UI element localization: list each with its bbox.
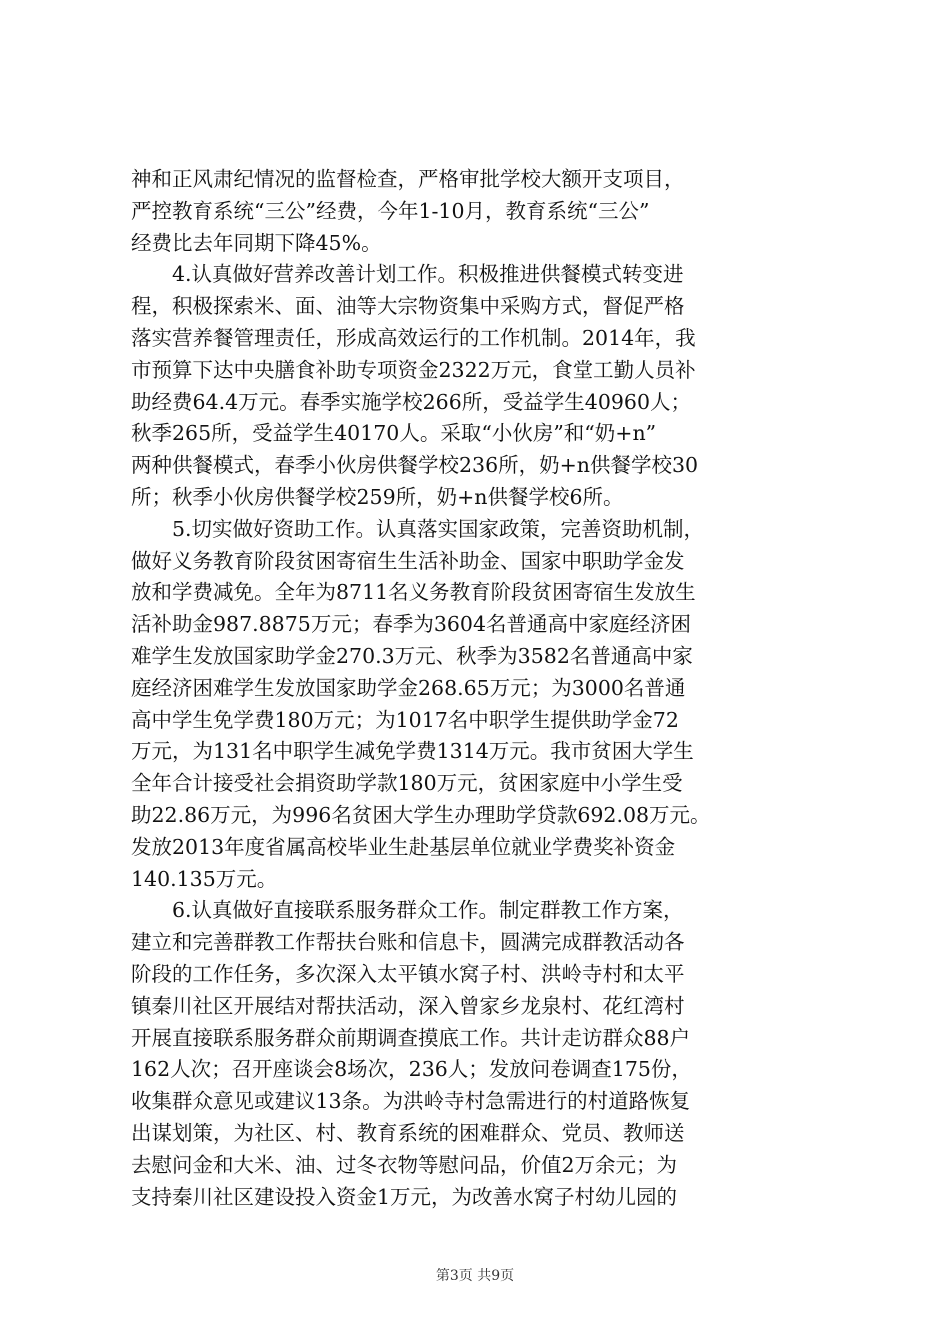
text-line: 140.135万元。 xyxy=(131,866,278,891)
text-line: 助22.86万元，为996名贫困大学生办理助学贷款692.08万元。 xyxy=(131,802,711,827)
text-line: 镇秦川社区开展结对帮扶活动，深入曾家乡龙泉村、花红湾村 xyxy=(131,993,685,1018)
text-line: 所；秋季小伙房供餐学校259所，奶+n供餐学校6所。 xyxy=(131,484,624,509)
text-line: 支持秦川社区建设投入资金1万元，为改善水窝子村幼儿园的 xyxy=(131,1184,678,1209)
paragraph-4-start: 4.认真做好营养改善计划工作。积极推进供餐模式转变进 xyxy=(172,262,684,287)
document-body xyxy=(131,164,831,1213)
text-line: 难学生发放国家助学金270.3万元、秋季为3582名普通高中家 xyxy=(131,643,693,668)
text-line: 建立和完善群教工作帮扶台账和信息卡，圆满完成群教活动各 xyxy=(131,930,685,955)
text-line: 万元，为131名中职学生减免学费1314万元。我市贫困大学生 xyxy=(131,739,694,764)
text-line: 秋季265所，受益学生40170人。采取“小伙房”和“奶+n” xyxy=(131,421,657,446)
text-line: 两种供餐模式，春季小伙房供餐学校236所，奶+n供餐学校30 xyxy=(131,453,699,478)
text-line: 出谋划策，为社区、村、教育系统的困难群众、党员、教师送 xyxy=(131,1120,685,1145)
text-line: 神和正风肃纪情况的监督检查，严格审批学校大额开支项目， xyxy=(131,167,685,191)
text-line: 助经费64.4万元。春季实施学校266所，受益学生40960人； xyxy=(131,389,691,414)
text-line: 经费比去年同期下降45%。 xyxy=(131,230,382,255)
text-line: 落实营养餐管理责任，形成高效运行的工作机制。2014年，我 xyxy=(131,325,696,350)
text-line: 收集群众意见或建议13条。为洪岭寺村急需进行的村道路恢复 xyxy=(131,1089,691,1114)
text-line: 放和学费减免。全年为8711名义务教育阶段贫困寄宿生发放生 xyxy=(131,580,696,605)
paragraph-6-start: 6.认真做好直接联系服务群众工作。制定群教工作方案， xyxy=(172,898,684,923)
text-line: 高中学生免学费180万元；为1017名中职学生提供助学金72 xyxy=(131,707,679,732)
text-line: 发放2013年度省属高校毕业生赴基层单位就业学费奖补资金 xyxy=(131,834,676,859)
paragraph-5-start: 5.切实做好资助工作。认真落实国家政策，完善资助机制， xyxy=(172,516,705,541)
text-line: 阶段的工作任务，多次深入太平镇水窝子村、洪岭寺村和太平 xyxy=(131,961,685,986)
text-line: 市预算下达中央膳食补助专项资金2322万元，食堂工勤人员补 xyxy=(131,357,696,382)
text-line: 全年合计接受社会捐资助学款180万元，贫困家庭中小学生受 xyxy=(131,771,683,796)
text-line: 活补助金987.8875万元；春季为3604名普通高中家庭经济困 xyxy=(131,612,691,637)
text-line: 严控教育系统“三公”经费，今年1-10月，教育系统“三公” xyxy=(131,198,650,223)
text-line: 162人次；召开座谈会8场次，236人；发放问卷调查175份， xyxy=(131,1057,692,1082)
text-line: 去慰问金和大米、油、过冬衣物等慰问品，价值2万余元；为 xyxy=(131,1152,678,1177)
text-line: 开展直接联系服务群众前期调查摸底工作。共计走访群众88户 xyxy=(131,1025,691,1050)
text-line: 做好义务教育阶段贫困寄宿生生活补助金、国家中职助学金发 xyxy=(131,548,685,573)
text-line: 庭经济困难学生发放国家助学金268.65万元；为3000名普通 xyxy=(131,675,686,700)
text-line: 程，积极探索米、面、油等大宗物资集中采购方式，督促严格 xyxy=(131,294,685,319)
page-number-footer: 第3页 共9页 xyxy=(435,1268,515,1284)
